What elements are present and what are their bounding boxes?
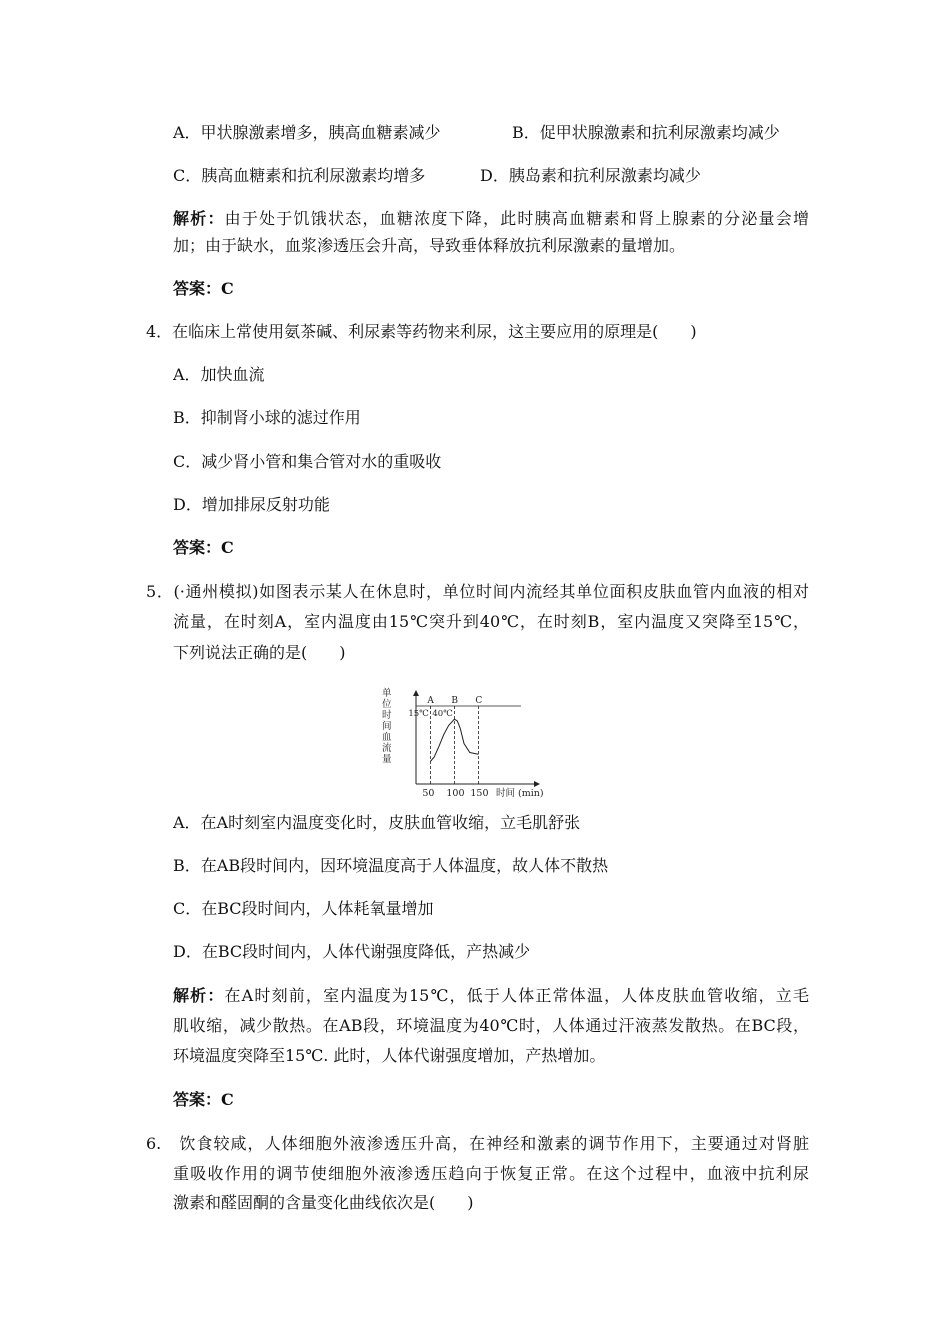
q5-answer: 答案：C — [173, 1090, 234, 1109]
y-label-char: 量 — [382, 754, 392, 765]
y-label-char: 血 — [382, 732, 392, 743]
q4-option-d: D．增加排尿反射功能 — [173, 495, 330, 514]
q6-stem-line2: 重吸收作用的调节使细胞外液渗透压趋向于恢复正常。在这个过程中，血液中抗利尿 — [173, 1164, 809, 1183]
blood-flow-curve — [430, 719, 478, 761]
q5-option-c: C．在BC段时间内，人体耗氧量增加 — [173, 899, 434, 918]
x-axis-label: 时间 (min) — [496, 788, 544, 799]
y-label-char: 流 — [382, 743, 392, 754]
marker-label-c: C — [475, 696, 483, 706]
q5-option-a: A．在A时刻室内温度变化时，皮肤血管收缩，立毛肌舒张 — [173, 813, 581, 832]
q5-stem-line2: 流量，在时刻A，室内温度由15℃突升到40℃，在时刻B，室内温度又突降至15℃， — [173, 612, 809, 631]
q6-stem-line1: 6. 饮食较咸，人体细胞外液渗透压升高，在神经和激素的调节作用下，主要通过对肾脏 — [146, 1134, 809, 1153]
q5-analysis-line1: 解析：在A时刻前，室内温度为15℃，低于人体正常体温，人体皮肤血管收缩，立毛 — [173, 986, 809, 1005]
q6-stem-line3: 激素和醛固酮的含量变化曲线依次是( ) — [173, 1193, 474, 1212]
q5-analysis-label: 解析： — [173, 986, 225, 1005]
y-label-char: 间 — [382, 721, 392, 732]
q5-analysis-line2: 肌收缩，减少散热。在AB段，环境温度为40℃时，人体通过汗液蒸发散热。在BC段， — [173, 1016, 809, 1035]
marker-temp-b: 40℃ — [432, 709, 453, 719]
q3-analysis-label: 解析： — [173, 209, 225, 228]
y-label-char: 位 — [382, 699, 392, 710]
q5-stem-line1: 5．(·通州模拟)如图表示某人在休息时，单位时间内流经其单位面积皮肤血管内血液的相对 — [146, 582, 809, 601]
marker-temp-a: 15℃ — [408, 709, 429, 719]
q5-option-b: B．在AB段时间内，因环境温度高于人体温度，故人体不散热 — [173, 856, 609, 875]
q4-option-b: B．抑制肾小球的滤过作用 — [173, 408, 361, 427]
q4-option-c: C．减少肾小管和集合管对水的重吸收 — [173, 452, 442, 471]
q3-answer: 答案：C — [173, 279, 234, 298]
x-tick-label: 50 — [422, 788, 435, 799]
marker-label-b: B — [451, 696, 459, 706]
y-axis-label — [382, 687, 392, 765]
q3-option-b: B．促甲状腺激素和抗利尿激素均减少 — [512, 123, 780, 142]
q3-option-a: A．甲状腺激素增多，胰高血糖素减少 — [173, 123, 441, 142]
q4-answer: 答案：C — [173, 538, 234, 557]
q3-analysis-line2: 加；由于缺水，血浆渗透压会升高，导致垂体释放抗利尿激素的量增加。 — [173, 236, 686, 255]
q5-stem-line3: 下列说法正确的是( ) — [173, 643, 346, 662]
x-tick-label: 150 — [470, 788, 489, 799]
q5-analysis-line3: 环境温度突降至15℃. 此时，人体代谢强度增加，产热增加。 — [173, 1046, 606, 1065]
marker-label-a: A — [427, 696, 434, 706]
y-label-char: 单 — [382, 688, 392, 699]
q5-option-d: D．在BC段时间内，人体代谢强度降低，产热减少 — [173, 942, 531, 961]
y-axis-arrow — [413, 690, 419, 696]
blood-flow-chart — [378, 686, 558, 801]
q3-option-d: D．胰岛素和抗利尿激素均减少 — [480, 166, 701, 185]
chart-markers — [408, 696, 482, 784]
q3-option-c: C．胰高血糖素和抗利尿激素均增多 — [173, 166, 426, 185]
x-axis-arrow — [534, 781, 540, 787]
y-label-char: 时 — [382, 710, 392, 721]
q4-stem: 4．在临床上常使用氨茶碱、利尿素等药物来利尿，这主要应用的原理是( ) — [146, 322, 697, 341]
q4-option-a: A．加快血流 — [173, 365, 265, 384]
x-tick-label: 100 — [446, 788, 465, 799]
x-tick-labels — [422, 788, 488, 799]
q3-analysis-line1: 解析：由于处于饥饿状态，血糖浓度下降，此时胰高血糖素和肾上腺素的分泌量会增 — [173, 209, 809, 228]
